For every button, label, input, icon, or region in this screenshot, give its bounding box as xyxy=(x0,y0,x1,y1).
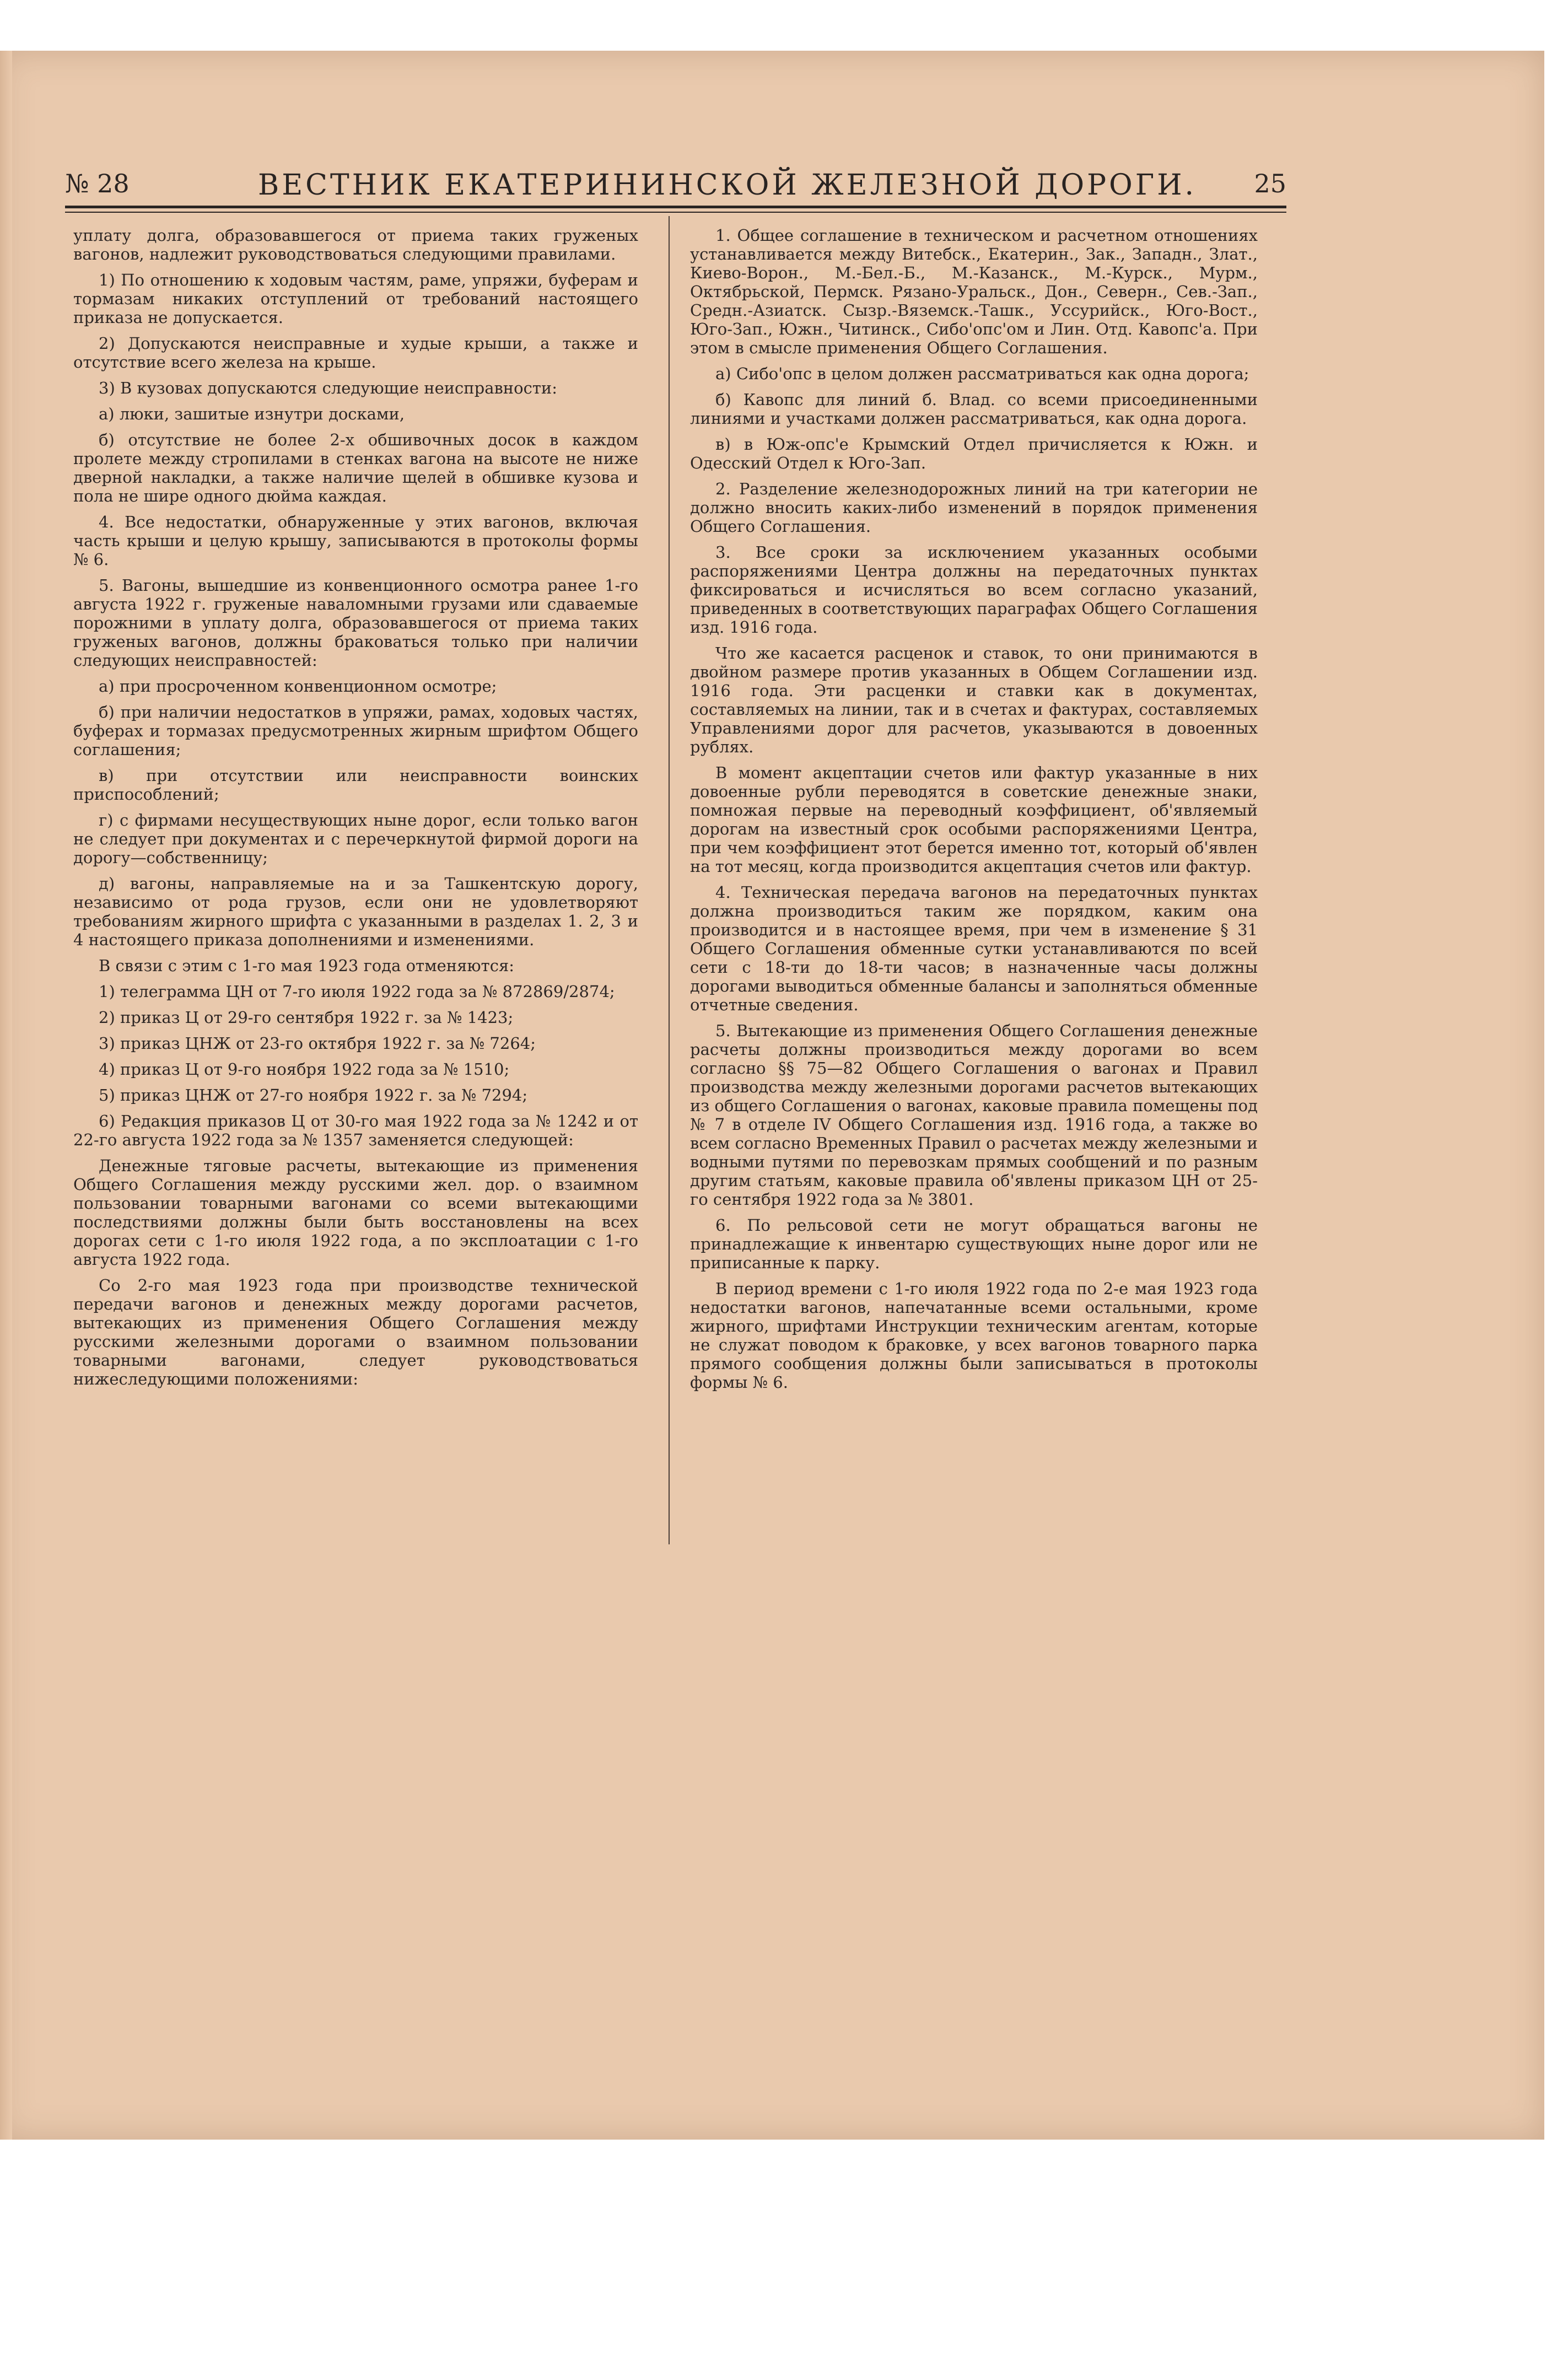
paragraph: Со 2-го мая 1923 года при производстве технической передачи вагонов и денежных между дорогами расчетов, вытекающих из применения Общего Соглашения между русскими железными дорогами о взаимном пользовании товарными вагонами, следует руководствоваться нижеследующими положениями: xyxy=(73,1276,638,1388)
right-column xyxy=(690,226,1258,1399)
paragraph: 3. Все сроки за исключением указанных особыми распоряжениями Центра должны на передаточных пунктах фиксироваться и исчисляться во всем согласно указаний, приведенных в соответствующих параграфах Общего Соглашения изд. 1916 года. xyxy=(690,543,1258,637)
paragraph: 6. По рельсовой сети не могут обращаться вагоны не принадлежащие к инвентарю существующих ныне дорог или не приписанные к парку. xyxy=(690,1216,1258,1272)
header-rule-thin xyxy=(65,212,1286,213)
paragraph: 4) приказ Ц от 9-го ноября 1922 года за № 1510; xyxy=(99,1060,510,1079)
paragraph: а) люки, зашитые изнутри досками, xyxy=(99,405,405,423)
header-rule-thick xyxy=(65,206,1286,208)
page-number: 25 xyxy=(1254,169,1286,198)
paragraph: уплату долга, образовавшегося от приема таких груженых вагонов, надлежит руководствоваться следующими правилами. xyxy=(73,226,638,263)
paragraph: Что же касается расценок и ставок, то они принимаются в двойном размере против указанных в Общем Соглашении изд. 1916 года. Эти расценки и ставки как в документах, составляемых на линии, так и в счетах и фактурах, составляемых Управлениями дорог для расчетов, указываются в довоенных рублях. xyxy=(690,644,1258,756)
left-column xyxy=(73,226,638,1396)
paragraph: 1) телеграмма ЦН от 7-го июля 1922 года за № 872869/2874; xyxy=(99,982,615,1001)
paragraph: 6) Редакция приказов Ц от 30-го мая 1922 года за № 1242 и от 22-го августа 1922 года за № 1357 заменяется следующей: xyxy=(73,1112,638,1149)
newspaper-title: ВЕСТНИК ЕКАТЕРИНИНСКОЙ ЖЕЛЕЗНОЙ ДОРОГИ. xyxy=(258,169,1197,202)
paragraph: 5) приказ ЦНЖ от 27-го ноября 1922 г. за № 7294; xyxy=(99,1086,528,1105)
issue-number: № 28 xyxy=(65,169,130,198)
paragraph: д) вагоны, направляемые на и за Ташкентскую дорогу, независимо от рода грузов, если они не удовлетворяют требованиям жирного шрифта с указанными в разделах 1. 2, 3 и 4 настоящего приказа дополнениями и изменениями. xyxy=(73,874,638,949)
paragraph: 1) По отношению к ходовым частям, раме, упряжи, буферам и тормазам никаких отступлений от требований настоящего приказа не допускается. xyxy=(73,271,638,327)
page-left-edge xyxy=(0,51,12,2140)
paragraph: В момент акцептации счетов или фактур указанные в них довоенные рубли переводятся в советские денежные знаки, помножая первые на переводный коэффициент, об'являемый дорогам на известный срок особыми распоряжениями Центра, при чем коэффициент этот берется именно тот, который об'явлен на тот месяц, когда производится акцептация счетов или фактур. xyxy=(690,763,1258,876)
column-divider xyxy=(669,216,670,1544)
paragraph: б) отсутствие не более 2-х обшивочных досок в каждом пролете между стропилами в стенках вагона на высоте не ниже дверной накладки, а также наличие щелей в обшивке кузова и пола не шире одного дюйма каждая. xyxy=(73,430,638,505)
paragraph: б) Кавопс для линий б. Влад. со всеми присоединенными линиями и участками должен рассматриваться, как одна дорога. xyxy=(690,390,1258,428)
paragraph: 2) приказ Ц от 29-го сентября 1922 г. за № 1423; xyxy=(99,1008,514,1027)
paragraph: 5. Вытекающие из применения Общего Соглашения денежные расчеты должны производиться между дорогами во всем согласно §§ 75—82 Общего Соглашения о вагонах и Правил производства между железными дорогами расчетов вытекающих из общего Соглашения о вагонах, каковые правила помещены под № 7 в отделе IV Общего Соглашения изд. 1916 года, а также во всем согласно Временных Правил о расчетах между железными и водными путями по перевозкам прямых сообщений и по разным другим статьям, каковые правила об'явлены приказом ЦН от 25-го сентября 1922 года за № 3801. xyxy=(690,1021,1258,1209)
paragraph: 2) Допускаются неисправные и худые крыши, а также и отсутствие всего железа на крыше. xyxy=(73,334,638,371)
paragraph: в) в Юж-опс'е Крымский Отдел причисляется к Южн. и Одесский Отдел к Юго-Зап. xyxy=(690,435,1258,472)
paragraph: В период времени с 1-го июля 1922 года по 2-е мая 1923 года недостатки вагонов, напечатанные всеми остальными, кроме жирного, шрифтами Инструкции техническим агентам, которые не служат поводом к браковке, у всех вагонов товарного парка прямого сообщения должны были записываться в протоколы формы № 6. xyxy=(690,1279,1258,1392)
paragraph: а) при просроченном конвенционном осмотре; xyxy=(99,677,497,696)
paragraph: 3) приказ ЦНЖ от 23-го октября 1922 г. за № 7264; xyxy=(99,1034,536,1053)
paragraph: 4. Все недостатки, обнаруженные у этих вагонов, включая часть крыши и целую крышу, записываются в протоколы формы № 6. xyxy=(73,513,638,569)
paragraph: Денежные тяговые расчеты, вытекающие из применения Общего Соглашения между русскими жел. дор. о взаимном пользовании товарными вагонами со всеми вытекающими последствиями должны были быть восстановлены на всех дорогах сети с 1-го июля 1922 года, а по эксплоатации с 1-го августа 1922 года. xyxy=(73,1156,638,1269)
paragraph: а) Сибо'опс в целом должен рассматриваться как одна дорога; xyxy=(715,364,1249,383)
paragraph: 2. Разделение железнодорожных линий на три категории не должно вносить каких-либо изменений в порядок применения Общего Соглашения. xyxy=(690,480,1258,536)
paragraph: В связи с этим с 1-го мая 1923 года отменяются: xyxy=(99,956,515,975)
paragraph: 5. Вагоны, вышедшие из конвенционного осмотра ранее 1-го августа 1922 г. груженые наваломными грузами или сдаваемые порожними в уплату долга, образовавшегося от приема таких груженых вагонов, должны браковаться только при наличии следующих неисправностей: xyxy=(73,576,638,670)
paragraph: 4. Техническая передача вагонов на передаточных пунктах должна производиться таким же порядком, каким она производится и в настоящее время, при чем в изменение § 31 Общего Соглашения обменные сутки устанавливаются по всей сети с 18-ти до 18-ти часов; в назначенные часы должны дорогами выводиться обменные балансы и заполняться обменные отчетные сведения. xyxy=(690,883,1258,1014)
paragraph: 3) В кузовах допускаются следующие неисправности: xyxy=(99,379,557,397)
page-header xyxy=(65,169,1286,207)
paragraph: г) с фирмами несуществующих ныне дорог, если только вагон не следует при документах и с перечеркнутой фирмой дороги на дорогу—собственницу; xyxy=(73,811,638,867)
paragraph: б) при наличии недостатков в упряжи, рамах, ходовых частях, буферах и тормазах предусмотренных жирным шрифтом Общего соглашения; xyxy=(73,703,638,759)
paragraph: в) при отсутствии или неисправности воинских приспособлений; xyxy=(73,766,638,804)
paragraph: 1. Общее соглашение в техническом и расчетном отношениях устанавливается между Витебск., Екатерин., Зак., Западн., Злат., Киево-Ворон., М.-Бел.-Б., М.-Казанск., М.-Курск., Мурм., Октябрьской, Пермск. Рязано-Уральск., Дон., Северн., Сев.-Зап., Средн.-Азиатск. Сызр.-Вяземск.-Ташк., Уссурийск., Юго-Вост., Юго-Зап., Южн., Читинск., Сибо'опс'ом и Лин. Отд. Кавопс'а. При этом в смысле применения Общего Соглашения. xyxy=(690,226,1258,357)
